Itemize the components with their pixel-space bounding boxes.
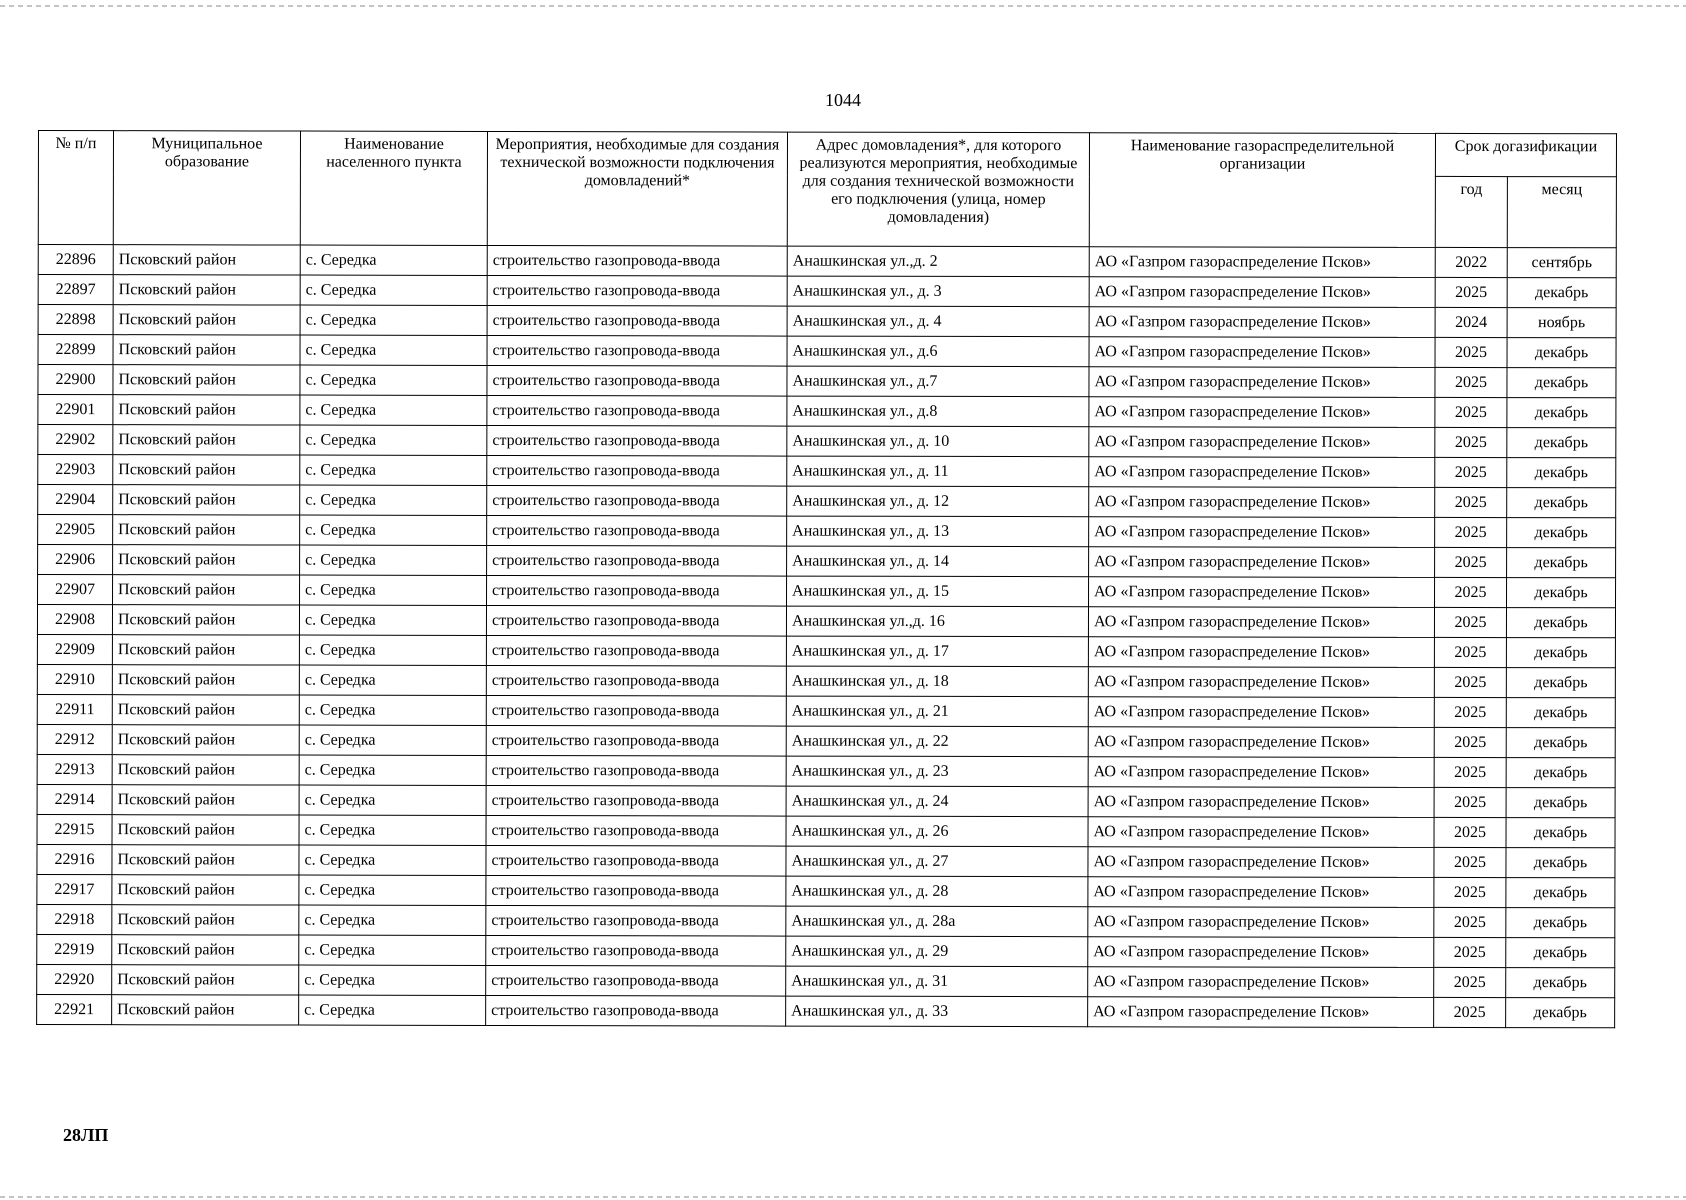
- cell-measures: строительство газопровода-ввода: [487, 425, 787, 456]
- table-row: [37, 694, 1615, 727]
- cell-num: 22911: [37, 694, 112, 724]
- table-row: [38, 245, 1616, 278]
- table-row: [37, 964, 1615, 997]
- cell-address: Анашкинская ул., д.6: [787, 336, 1089, 367]
- cell-year: 2025: [1435, 337, 1507, 367]
- table-row: [37, 844, 1615, 877]
- cell-settlement: с. Середка: [299, 605, 486, 635]
- cell-settlement: с. Середка: [299, 725, 486, 755]
- cell-month: декабрь: [1507, 338, 1616, 368]
- register-sheet: [36, 130, 1616, 1028]
- cell-month: декабрь: [1507, 428, 1616, 458]
- table-row: [37, 605, 1615, 638]
- cell-organization: АО «Газпром газораспределение Псков»: [1088, 847, 1434, 878]
- cell-settlement: с. Середка: [300, 245, 487, 275]
- cell-settlement: с. Середка: [299, 905, 486, 935]
- cell-organization: АО «Газпром газораспределение Псков»: [1088, 727, 1434, 758]
- cell-year: 2025: [1434, 997, 1506, 1027]
- cell-organization: АО «Газпром газораспределение Псков»: [1089, 517, 1435, 548]
- cell-municipality: Псковский район: [113, 425, 300, 455]
- scan-edge-top: [0, 5, 1686, 7]
- table-row: [37, 814, 1615, 847]
- cell-month: декабрь: [1506, 608, 1615, 638]
- cell-address: Анашкинская ул., д. 27: [786, 846, 1088, 877]
- cell-settlement: с. Середка: [300, 545, 487, 575]
- cell-municipality: Псковский район: [112, 755, 299, 785]
- table-row: [37, 634, 1615, 667]
- footer-mark: 28ЛП: [63, 1125, 109, 1145]
- cell-address: Анашкинская ул., д. 18: [786, 666, 1088, 697]
- cell-municipality: Псковский район: [113, 515, 300, 545]
- cell-month: декабрь: [1507, 278, 1616, 308]
- cell-month: декабрь: [1506, 668, 1615, 698]
- cell-settlement: с. Середка: [299, 965, 486, 995]
- cell-municipality: Псковский район: [112, 665, 299, 695]
- cell-address: Анашкинская ул., д.8: [787, 396, 1089, 427]
- cell-settlement: с. Середка: [300, 515, 487, 545]
- cell-num: 22919: [37, 934, 112, 964]
- cell-month: сентябрь: [1507, 248, 1616, 278]
- cell-measures: строительство газопровода-ввода: [486, 635, 786, 666]
- cell-settlement: с. Середка: [299, 635, 486, 665]
- cell-organization: АО «Газпром газораспределение Псков»: [1088, 697, 1434, 728]
- cell-municipality: Псковский район: [112, 695, 299, 725]
- cell-organization: АО «Газпром газораспределение Псков»: [1088, 937, 1434, 968]
- cell-settlement: с. Середка: [300, 365, 487, 395]
- cell-year: 2025: [1435, 277, 1507, 307]
- gasification-register-table: [36, 130, 1617, 1028]
- table-row: [38, 485, 1616, 518]
- cell-municipality: Псковский район: [113, 245, 300, 275]
- cell-month: декабрь: [1506, 908, 1615, 938]
- cell-municipality: Псковский район: [113, 335, 300, 365]
- cell-organization: АО «Газпром газораспределение Псков»: [1089, 247, 1435, 278]
- cell-num: 22907: [38, 575, 113, 605]
- cell-year: 2025: [1434, 607, 1506, 637]
- cell-address: Анашкинская ул., д. 11: [787, 456, 1089, 487]
- cell-year: 2025: [1434, 937, 1506, 967]
- cell-organization: АО «Газпром газораспределение Псков»: [1088, 667, 1434, 698]
- header-address: Адрес домовладения*, для которого реализуются мероприятия, необходимые для создания технической возможности его подключения (улица, номер домовладения): [787, 132, 1089, 247]
- cell-measures: строительство газопровода-ввода: [487, 305, 787, 336]
- header-num: № п/п: [38, 131, 113, 245]
- cell-organization: АО «Газпром газораспределение Псков»: [1089, 397, 1435, 428]
- cell-measures: строительство газопровода-ввода: [486, 875, 786, 906]
- cell-address: Анашкинская ул., д. 31: [786, 966, 1088, 997]
- table-row: [38, 275, 1616, 308]
- cell-settlement: с. Середка: [299, 785, 486, 815]
- table-header: [38, 131, 1616, 248]
- table-row: [37, 664, 1615, 697]
- cell-year: 2025: [1435, 547, 1507, 577]
- cell-month: декабрь: [1506, 878, 1615, 908]
- cell-num: 22914: [37, 784, 112, 814]
- cell-measures: строительство газопровода-ввода: [487, 545, 787, 576]
- cell-address: Анашкинская ул., д. 33: [786, 996, 1088, 1027]
- cell-month: декабрь: [1506, 818, 1615, 848]
- header-measures: Мероприятия, необходимые для создания технической возможности подключения домовладений*: [487, 131, 787, 246]
- header-organization: Наименование газораспределительной организации: [1089, 133, 1435, 248]
- cell-num: 22917: [37, 874, 112, 904]
- cell-measures: строительство газопровода-ввода: [487, 515, 787, 546]
- cell-measures: строительство газопровода-ввода: [486, 725, 786, 756]
- cell-address: Анашкинская ул., д. 14: [787, 546, 1089, 577]
- cell-num: 22896: [38, 245, 113, 275]
- table-row: [38, 575, 1616, 608]
- cell-year: 2025: [1434, 967, 1506, 997]
- cell-measures: строительство газопровода-ввода: [486, 845, 786, 876]
- cell-num: 22901: [38, 395, 113, 425]
- header-year: год: [1435, 176, 1507, 247]
- header-row-main: [38, 131, 1616, 177]
- cell-year: 2025: [1434, 847, 1506, 877]
- cell-organization: АО «Газпром газораспределение Псков»: [1089, 277, 1435, 308]
- cell-num: 22905: [38, 515, 113, 545]
- cell-num: 22918: [37, 904, 112, 934]
- cell-municipality: Псковский район: [112, 935, 299, 965]
- cell-address: Анашкинская ул., д. 12: [787, 486, 1089, 517]
- cell-measures: строительство газопровода-ввода: [487, 395, 787, 426]
- cell-month: декабрь: [1507, 518, 1616, 548]
- cell-measures: строительство газопровода-ввода: [487, 485, 787, 516]
- cell-settlement: с. Середка: [299, 695, 486, 725]
- cell-settlement: с. Середка: [299, 665, 486, 695]
- cell-year: 2025: [1434, 877, 1506, 907]
- cell-year: 2025: [1434, 907, 1506, 937]
- cell-measures: строительство газопровода-ввода: [486, 815, 786, 846]
- cell-measures: строительство газопровода-ввода: [486, 995, 786, 1026]
- table-row: [37, 874, 1615, 907]
- cell-organization: АО «Газпром газораспределение Псков»: [1088, 757, 1434, 788]
- cell-num: 22902: [38, 425, 113, 455]
- cell-organization: АО «Газпром газораспределение Псков»: [1089, 577, 1435, 608]
- cell-municipality: Псковский район: [112, 845, 299, 875]
- header-municipality: Муниципальное образование: [113, 131, 300, 245]
- cell-num: 22898: [38, 305, 113, 335]
- cell-address: Анашкинская ул., д. 13: [787, 516, 1089, 547]
- cell-num: 22906: [38, 545, 113, 575]
- cell-year: 2025: [1435, 367, 1507, 397]
- cell-municipality: Псковский район: [113, 275, 300, 305]
- cell-month: декабрь: [1507, 398, 1616, 428]
- cell-month: декабрь: [1507, 458, 1616, 488]
- cell-address: Анашкинская ул.,д. 2: [787, 246, 1089, 277]
- cell-month: декабрь: [1506, 788, 1615, 818]
- header-settlement: Наименование населенного пункта: [300, 131, 487, 245]
- cell-organization: АО «Газпром газораспределение Псков»: [1088, 787, 1434, 818]
- cell-settlement: с. Середка: [299, 845, 486, 875]
- cell-num: 22921: [37, 994, 112, 1024]
- cell-month: декабрь: [1507, 548, 1616, 578]
- cell-year: 2025: [1434, 697, 1506, 727]
- cell-measures: строительство газопровода-ввода: [486, 755, 786, 786]
- cell-settlement: с. Середка: [299, 755, 486, 785]
- cell-measures: строительство газопровода-ввода: [486, 935, 786, 966]
- cell-settlement: с. Середка: [300, 455, 487, 485]
- cell-measures: строительство газопровода-ввода: [486, 605, 786, 636]
- cell-measures: строительство газопровода-ввода: [486, 695, 786, 726]
- cell-settlement: с. Середка: [300, 575, 487, 605]
- cell-municipality: Псковский район: [112, 995, 299, 1025]
- cell-settlement: с. Середка: [299, 875, 486, 905]
- table-row: [37, 754, 1615, 787]
- cell-address: Анашкинская ул., д. 29: [786, 936, 1088, 967]
- cell-measures: строительство газопровода-ввода: [486, 965, 786, 996]
- cell-month: декабрь: [1506, 998, 1615, 1028]
- table-row: [38, 455, 1616, 488]
- cell-municipality: Псковский район: [113, 395, 300, 425]
- cell-month: декабрь: [1506, 758, 1615, 788]
- cell-settlement: с. Середка: [300, 485, 487, 515]
- cell-address: Анашкинская ул., д. 17: [786, 636, 1088, 667]
- cell-month: ноябрь: [1507, 308, 1616, 338]
- cell-num: 22910: [37, 664, 112, 694]
- cell-municipality: Псковский район: [112, 905, 299, 935]
- cell-organization: АО «Газпром газораспределение Псков»: [1089, 457, 1435, 488]
- cell-municipality: Псковский район: [112, 815, 299, 845]
- cell-measures: строительство газопровода-ввода: [487, 335, 787, 366]
- cell-organization: АО «Газпром газораспределение Псков»: [1088, 817, 1434, 848]
- cell-address: Анашкинская ул., д. 28: [786, 876, 1088, 907]
- cell-organization: АО «Газпром газораспределение Псков»: [1088, 877, 1434, 908]
- cell-address: Анашкинская ул., д. 22: [786, 726, 1088, 757]
- cell-municipality: Псковский район: [113, 305, 300, 335]
- cell-num: 22897: [38, 275, 113, 305]
- cell-month: декабрь: [1507, 578, 1616, 608]
- cell-settlement: с. Середка: [300, 305, 487, 335]
- cell-num: 22916: [37, 844, 112, 874]
- cell-organization: АО «Газпром газораспределение Псков»: [1088, 907, 1434, 938]
- cell-year: 2025: [1434, 637, 1506, 667]
- cell-month: декабрь: [1506, 968, 1615, 998]
- cell-organization: АО «Газпром газораспределение Псков»: [1088, 967, 1434, 998]
- cell-month: декабрь: [1506, 728, 1615, 758]
- table-row: [37, 994, 1615, 1027]
- cell-num: 22903: [38, 455, 113, 485]
- cell-organization: АО «Газпром газораспределение Псков»: [1088, 607, 1434, 638]
- cell-measures: строительство газопровода-ввода: [487, 455, 787, 486]
- cell-address: Анашкинская ул., д. 28а: [786, 906, 1088, 937]
- table-body: [37, 245, 1617, 1028]
- cell-month: декабрь: [1506, 848, 1615, 878]
- cell-year: 2022: [1435, 247, 1507, 277]
- cell-year: 2025: [1434, 727, 1506, 757]
- page-number: 1044: [825, 90, 861, 110]
- cell-municipality: Псковский район: [113, 455, 300, 485]
- cell-municipality: Псковский район: [113, 545, 300, 575]
- cell-organization: АО «Газпром газораспределение Псков»: [1088, 997, 1434, 1028]
- cell-num: 22904: [38, 485, 113, 515]
- header-deadline: Срок догазификации: [1435, 133, 1616, 176]
- cell-num: 22915: [37, 814, 112, 844]
- cell-settlement: с. Середка: [299, 995, 486, 1025]
- cell-organization: АО «Газпром газораспределение Псков»: [1089, 367, 1435, 398]
- cell-address: Анашкинская ул., д. 3: [787, 276, 1089, 307]
- cell-year: 2025: [1435, 517, 1507, 547]
- cell-num: 22920: [37, 964, 112, 994]
- cell-address: Анашкинская ул., д. 23: [786, 756, 1088, 787]
- table-row: [38, 365, 1616, 398]
- cell-municipality: Псковский район: [112, 875, 299, 905]
- table-row: [37, 724, 1615, 757]
- cell-municipality: Псковский район: [113, 485, 300, 515]
- cell-num: 22909: [37, 634, 112, 664]
- cell-municipality: Псковский район: [112, 785, 299, 815]
- cell-month: декабрь: [1507, 488, 1616, 518]
- cell-address: Анашкинская ул.,д. 16: [786, 606, 1088, 637]
- table-row: [38, 545, 1616, 578]
- table-row: [38, 335, 1616, 368]
- cell-measures: строительство газопровода-ввода: [487, 365, 787, 396]
- cell-measures: строительство газопровода-ввода: [487, 245, 787, 276]
- cell-address: Анашкинская ул., д. 4: [787, 306, 1089, 337]
- cell-num: 22899: [38, 335, 113, 365]
- cell-measures: строительство газопровода-ввода: [486, 785, 786, 816]
- cell-organization: АО «Газпром газораспределение Псков»: [1088, 637, 1434, 668]
- cell-year: 2025: [1435, 577, 1507, 607]
- cell-month: декабрь: [1506, 938, 1615, 968]
- cell-num: 22900: [38, 365, 113, 395]
- cell-settlement: с. Середка: [300, 275, 487, 305]
- cell-municipality: Псковский район: [112, 605, 299, 635]
- cell-num: 22913: [37, 754, 112, 784]
- table-row: [38, 515, 1616, 548]
- cell-num: 22908: [37, 605, 112, 635]
- scan-edge-bottom: [0, 1196, 1686, 1198]
- cell-municipality: Псковский район: [113, 365, 300, 395]
- cell-organization: АО «Газпром газораспределение Псков»: [1089, 487, 1435, 518]
- cell-measures: строительство газопровода-ввода: [487, 575, 787, 606]
- cell-municipality: Псковский район: [113, 575, 300, 605]
- cell-organization: АО «Газпром газораспределение Псков»: [1089, 547, 1435, 578]
- cell-address: Анашкинская ул., д. 26: [786, 816, 1088, 847]
- table-row: [37, 784, 1615, 817]
- table-row: [38, 395, 1616, 428]
- table-row: [37, 934, 1615, 967]
- cell-settlement: с. Середка: [299, 935, 486, 965]
- cell-month: декабрь: [1506, 698, 1615, 728]
- cell-year: 2025: [1435, 427, 1507, 457]
- cell-month: декабрь: [1507, 368, 1616, 398]
- cell-organization: АО «Газпром газораспределение Псков»: [1089, 427, 1435, 458]
- cell-year: 2025: [1434, 757, 1506, 787]
- cell-year: 2025: [1434, 787, 1506, 817]
- table-row: [38, 425, 1616, 458]
- header-month: месяц: [1507, 177, 1616, 248]
- cell-measures: строительство газопровода-ввода: [487, 275, 787, 306]
- cell-settlement: с. Середка: [300, 425, 487, 455]
- cell-settlement: с. Середка: [300, 335, 487, 365]
- cell-measures: строительство газопровода-ввода: [486, 905, 786, 936]
- cell-year: 2025: [1435, 397, 1507, 427]
- cell-address: Анашкинская ул., д. 24: [786, 786, 1088, 817]
- cell-settlement: с. Середка: [300, 395, 487, 425]
- cell-municipality: Псковский район: [112, 965, 299, 995]
- table-row: [38, 305, 1616, 338]
- cell-municipality: Псковский район: [112, 725, 299, 755]
- cell-address: Анашкинская ул., д.7: [787, 366, 1089, 397]
- cell-year: 2025: [1435, 457, 1507, 487]
- cell-year: 2024: [1435, 307, 1507, 337]
- cell-address: Анашкинская ул., д. 15: [787, 576, 1089, 607]
- table-row: [37, 904, 1615, 937]
- cell-address: Анашкинская ул., д. 21: [786, 696, 1088, 727]
- cell-address: Анашкинская ул., д. 10: [787, 426, 1089, 457]
- cell-settlement: с. Середка: [299, 815, 486, 845]
- cell-organization: АО «Газпром газораспределение Псков»: [1089, 307, 1435, 338]
- cell-year: 2025: [1435, 487, 1507, 517]
- cell-year: 2025: [1434, 667, 1506, 697]
- cell-municipality: Псковский район: [112, 635, 299, 665]
- cell-month: декабрь: [1506, 638, 1615, 668]
- cell-year: 2025: [1434, 817, 1506, 847]
- cell-organization: АО «Газпром газораспределение Псков»: [1089, 337, 1435, 368]
- cell-num: 22912: [37, 724, 112, 754]
- cell-measures: строительство газопровода-ввода: [486, 665, 786, 696]
